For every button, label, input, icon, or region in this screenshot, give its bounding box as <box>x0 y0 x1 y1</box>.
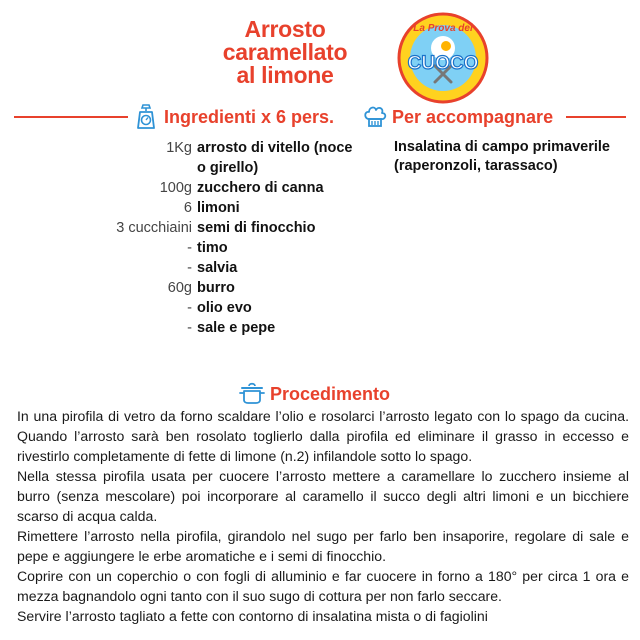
ingredient-name: burro <box>197 280 235 296</box>
ingredient-quantity: - <box>187 260 192 276</box>
ingredient-row <box>60 198 360 218</box>
ingredient-name: sale e pepe <box>197 320 276 336</box>
ingredient-name: limoni <box>197 200 240 216</box>
procedure-paragraph: Coprire con un coperchio o con fogli di alluminio e far cuocere in forno a 180° per circa 1 ora e mezza bagnandolo ogni tanto con il suo sugo di cottura per non farlo seccare. <box>17 568 629 604</box>
section-divider-right <box>566 116 626 118</box>
logo-top-text: La Prova del <box>413 23 473 34</box>
accompaniment-heading: Per accompagnare <box>392 107 554 127</box>
ingredient-row <box>60 238 360 258</box>
procedure-text <box>17 406 629 626</box>
ingredient-row <box>60 138 360 178</box>
procedure-paragraph: Rimettere l’arrosto nella pirofila, girandolo nel sugo per farlo ben insaporire, regolare di sale e pepe e aggiungere le erbe aromatiche e i semi di finocchio. <box>17 528 629 564</box>
ingredient-name: zucchero di canna <box>197 180 324 196</box>
procedure-paragraph: In una pirofila di vetro da forno scaldare l’olio e rosolarci l’arrosto legato con lo spago da cucina. Quando l’arrosto sarà ben rosolato toglierlo dalla pirofila ed eliminare il grasso in eccesso e rivestirlo completamente di fette di limone (n.2) infilandole sotto lo spago. <box>17 408 629 464</box>
ingredient-quantity: 6 <box>183 200 192 216</box>
ingredient-quantity: 3 cucchiaini <box>116 220 192 236</box>
accompaniment-text: Insalatina di campo primaverile (raperonzoli, tarassaco) <box>394 139 610 174</box>
ingredient-name: timo <box>197 240 228 256</box>
ingredient-quantity: - <box>187 320 192 336</box>
ingredient-row <box>60 298 360 318</box>
title-line-3: al limone <box>236 62 334 88</box>
ingredient-row <box>60 318 360 338</box>
ingredient-quantity: - <box>187 240 192 256</box>
ingredient-row <box>60 218 360 238</box>
cooking-pot-icon <box>239 382 265 404</box>
title-line-1: Arrosto <box>244 16 326 42</box>
ingredients-heading: Ingredienti x 6 pers. <box>164 107 335 127</box>
ingredient-row <box>60 178 360 198</box>
ingredient-quantity: 1Kg <box>166 140 192 156</box>
ingredient-name: arrosto di vitello (noce o girello) <box>197 140 353 176</box>
ingredients-list <box>60 138 360 338</box>
ingredient-name: semi di finocchio <box>197 220 316 236</box>
logo-main-text: CUOCO <box>407 53 479 74</box>
section-divider-left <box>14 116 128 118</box>
ingredient-quantity: 100g <box>159 180 192 196</box>
procedure-heading: Procedimento <box>270 384 391 404</box>
ingredient-row <box>60 278 360 298</box>
kitchen-scale-icon <box>134 104 158 130</box>
ingredient-row <box>60 258 360 278</box>
ingredient-quantity: - <box>187 300 192 316</box>
recipe-title <box>200 18 370 87</box>
procedure-paragraph: Servire l’arrosto tagliato a fette con contorno di insalatina mista o di fagiolini <box>17 608 488 624</box>
chef-hat-icon <box>362 104 388 130</box>
ingredient-name: salvia <box>197 260 238 276</box>
ingredient-quantity: 60g <box>167 280 192 296</box>
ingredient-name: olio evo <box>197 300 252 316</box>
la-prova-del-cuoco-logo <box>397 12 489 104</box>
procedure-paragraph: Nella stessa pirofila usata per cuocere l’arrosto mettere a caramellare lo zucchero insieme al burro (senza mescolare) poi incorporare al caramello il succo degli altri limoni e un bicchiere scarso di acqua calda. <box>17 468 629 524</box>
title-line-2: caramellato <box>222 39 348 65</box>
